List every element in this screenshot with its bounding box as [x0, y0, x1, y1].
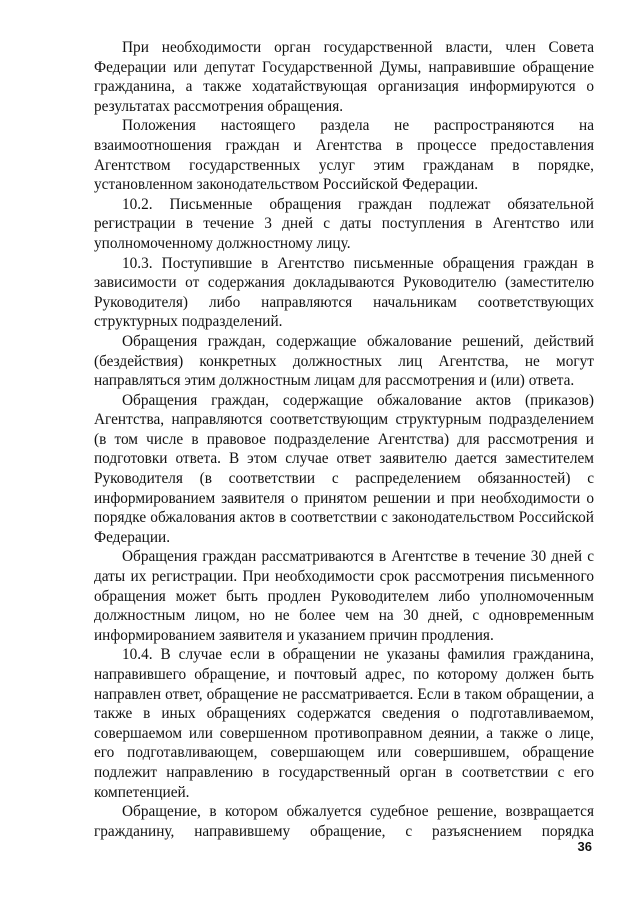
paragraph: 10.2. Письменные обращения граждан подлежат обязательной регистрации в течение 3 дней с даты поступления в Агентство или уполномоченному должностному лицу.: [94, 195, 594, 252]
paragraph: При необходимости орган государственной власти, член Совета Федерации или депутат Государственной Думы, направившие обращение гражданина, а также ходатайствующая организация информируются о результатах рассмотрения обращения.: [94, 39, 594, 115]
paragraph: Обращения граждан рассматриваются в Агентстве в течение 30 дней с даты их регистрации. При необходимости срок рассмотрения письменного обращения может быть продлен Руководителем либо уполномоченным должностным лицом, но не более чем на 30 дней, с одновременным информированием заявителя и указанием причин продления.: [94, 548, 594, 644]
page-number: 36: [577, 839, 592, 854]
paragraph: 10.3. Поступившие в Агентство письменные обращения граждан в зависимости от содержания докладываются Руководителю (заместителю Руководителя) либо направляются начальникам соответствующих структурных подразделений.: [94, 254, 594, 331]
paragraph: 10.4. В случае если в обращении не указаны фамилия гражданина, направившего обращение, и почтовый адрес, по которому должен быть направлен ответ, обращение не рассматривается. Если в таком обращении, а также в иных обращениях содержатся сведения о подготавливаемом, совершаемом или совершенном противоправном деянии, а также о лице, его подготавливающем, совершающем или совершившем, обращение подлежит направлению в государственный орган в соответствии с его компетенцией.: [94, 646, 594, 801]
paragraph: Обращения граждан, содержащие обжалование актов (приказов) Агентства, направляются соответствующим структурным подразделением (в том числе в правовое подразделение Агентства) для рассмотрения и подготовки ответа. В этом случае ответ заявителю дается заместителем Руководителя (в соответствии с распределением обязанностей) с информированием заявителя о принятом решении и при необходимости о порядке обжалования актов в соответствии с законодательством Российской Федерации.: [94, 391, 594, 546]
document-body: [94, 38, 594, 841]
paragraph: Положения настоящего раздела не распространяются на взаимоотношения граждан и Агентства в процессе предоставления Агентством государственных услуг этим гражданам в порядке, установленном законодательством Российской Федерации.: [94, 117, 594, 194]
paragraph: Обращения граждан, содержащие обжалование решений, действий (бездействия) конкретных должностных лиц Агентства, не могут направляться этим должностным лицам для рассмотрения и (или) ответа.: [94, 332, 594, 390]
paragraph: Обращение, в котором обжалуется судебное решение, возвращается гражданину, направившему обращение, с разъяснением порядка: [94, 803, 594, 840]
